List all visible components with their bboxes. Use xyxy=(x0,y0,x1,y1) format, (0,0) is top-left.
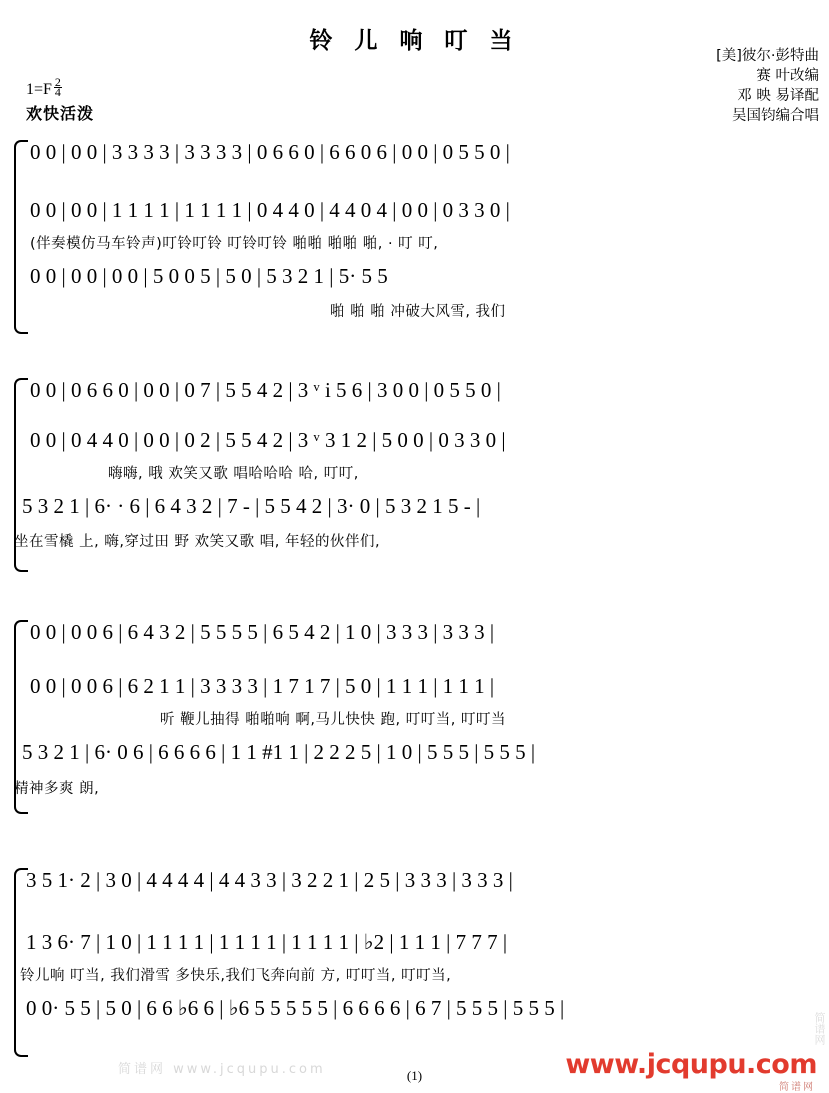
site-watermark-sub: 简谱网 xyxy=(779,1082,815,1093)
system-4-alto-notes: 1 3 6· 7 | 1 0 | 1 1 1 1 | 1 1 1 1 | 1 1 1 1 | ♭2 | 1 1 1 | 7 7 7 | xyxy=(26,930,508,954)
credit-translator: 邓 映 易译配 xyxy=(737,88,819,104)
credits-block xyxy=(579,46,819,126)
system-4-brace xyxy=(14,868,28,1057)
key-signature-text: 1=F xyxy=(26,81,52,98)
system-1-alto-lyric: (伴奏模仿马车铃声)叮铃叮铃 叮铃叮铃 啪啪 啪啪 啪, · 叮 叮, xyxy=(30,236,439,252)
system-3-alto-lyric: 听 鞭儿抽得 啪啪响 啊,马儿快快 跑, 叮叮当, 叮叮当 xyxy=(160,712,506,728)
credit-arranger: 赛 叶改编 xyxy=(756,68,819,84)
system-4-bass-notes: 0 0· 5 5 | 5 0 | 6 6 ♭6 6 | ♭6 5 5 5 5 5 | 6 6 6 6 | 6 7 | 5 5 5 | 5 5 5 | xyxy=(26,996,565,1020)
key-signature xyxy=(26,75,62,99)
time-signature-denominator: 4 xyxy=(54,85,61,99)
system-2-alto-lyric: 嗨嗨, 哦 欢笑又歌 唱哈哈哈 哈, 叮叮, xyxy=(108,466,359,482)
system-1-brace xyxy=(14,140,28,334)
page-title: 铃 儿 响 叮 当 xyxy=(309,28,520,54)
side-ghost-watermark: 简谱网 xyxy=(813,1012,826,1045)
page-number: (1) xyxy=(406,1068,423,1083)
system-4-soprano-notes: 3 5 1· 2 | 3 0 | 4 4 4 4 | 4 4 3 3 | 3 2 2 1 | 2 5 | 3 3 3 | 3 3 3 | xyxy=(26,868,513,892)
system-1-bass-lyric: 啪 啪 啪 冲破大风雪, 我们 xyxy=(330,304,506,320)
system-1-alto-notes: 0 0 | 0 0 | 1 1 1 1 | 1 1 1 1 | 0 4 4 0 | 4 4 0 4 | 0 0 | 0 3 3 0 | xyxy=(30,198,510,222)
system-1-soprano-notes: 0 0 | 0 0 | 3 3 3 3 | 3 3 3 3 | 0 6 6 0 | 6 6 0 6 | 0 0 | 0 5 5 0 | xyxy=(30,140,510,164)
system-3-soprano-notes: 0 0 | 0 0 6 | 6 4 3 2 | 5 5 5 5 | 6 5 4 2 | 1 0 | 3 3 3 | 3 3 3 | xyxy=(30,620,495,644)
time-signature xyxy=(54,75,62,99)
system-2-bass-notes: 5 3 2 1 | 6· · 6 | 6 4 3 2 | 7 - | 5 5 4 2 | 3· 0 | 5 3 2 1 5 - | xyxy=(22,494,481,518)
system-2-bass-lyric: 坐在雪橇 上, 嗨,穿过田 野 欢笑又歌 唱, 年轻的伙伴们, xyxy=(14,534,381,550)
credit-chorus-arranger: 吴国钧编合唱 xyxy=(732,108,819,124)
ghost-watermark: 简谱网 www.jcqupu.com xyxy=(118,1062,326,1077)
system-2-alto-notes: 0 0 | 0 4 4 0 | 0 0 | 0 2 | 5 5 4 2 | 3 ᵛ 3 1 2 | 5 0 0 | 0 3 3 0 | xyxy=(30,428,506,452)
tempo-marking: 欢快活泼 xyxy=(26,104,95,123)
credit-composer: [美]彼尔·彭特曲 xyxy=(716,48,819,64)
system-3-alto-notes: 0 0 | 0 0 6 | 6 2 1 1 | 3 3 3 3 | 1 7 1 7 | 5 0 | 1 1 1 | 1 1 1 | xyxy=(30,674,495,698)
system-1-bass-notes: 0 0 | 0 0 | 0 0 | 5 0 0 5 | 5 0 | 5 3 2 1 | 5· 5 5 xyxy=(30,264,388,288)
system-4-alto-lyric: 铃儿响 叮当, 我们滑雪 多快乐,我们飞奔向前 方, 叮叮当, 叮叮当, xyxy=(20,968,452,984)
system-2-soprano-notes: 0 0 | 0 6 6 0 | 0 0 | 0 7 | 5 5 4 2 | 3 ᵛ i 5 6 | 3 0 0 | 0 5 5 0 | xyxy=(30,378,501,402)
site-watermark: www.jcqupu.com xyxy=(565,1049,817,1080)
system-3-bass-lyric: 精神多爽 朗, xyxy=(14,781,100,797)
system-3-bass-notes: 5 3 2 1 | 6· 0 6 | 6 6 6 6 | 1 1 #1 1 | 2 2 2 5 | 1 0 | 5 5 5 | 5 5 5 | xyxy=(22,740,536,764)
time-signature-numerator: 2 xyxy=(54,75,61,89)
